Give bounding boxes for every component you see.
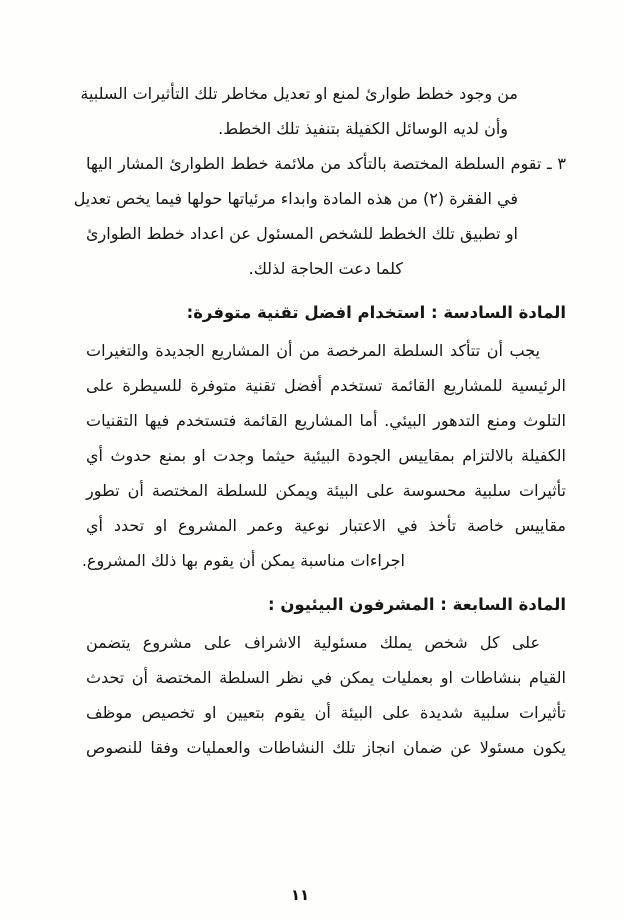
text-line: التلوث ومنع التدهور البيئي. أما المشاريع القائمة فتستخدم فيها التقنيات <box>86 411 566 430</box>
text-line: مقاييس خاصة تأخذ في الاعتبار نوعية وعمر المشروع او تحدد أي <box>86 516 566 535</box>
article-7-paragraph <box>86 625 566 765</box>
text-line: وأن لديه الوسائل الكفيلة بتنفيذ تلك الخطط. <box>218 119 508 138</box>
numbered-item-3 <box>73 146 566 286</box>
text-line: كلما دعت الحاجة لذلك. <box>248 259 403 278</box>
text-line: تأثيرات سلبية شديدة على البيئة أن يقوم بتعيين او تخصيص موظف <box>86 703 566 722</box>
text-line: الرئيسية للمشاريع القائمة تستخدم أفضل تقنية متوفرة للسيطرة على <box>86 376 566 395</box>
article-7-heading: المادة السابعة : المشرفون البيئيون : <box>267 595 566 614</box>
article-6-heading: المادة السادسة : استخدام افضل تقنية متوفرة: <box>186 303 566 322</box>
text-line: من وجود خطط طوارئ لمنع او تعديل مخاطر تلك التأثيرات السلبية <box>80 84 518 103</box>
text-line: او تطبيق تلك الخطط للشخص المسئول عن اعداد خطط الطوارئ <box>86 224 518 243</box>
text-line: ٣ ـ تقوم السلطة المختصة بالتأكد من ملائمة خطط الطوارئ المشار اليها <box>86 154 566 173</box>
text-line: الكفيلة بالالتزام بمقاييس الجودة البيئية حيثما وجدت او بمنع حدوث أي <box>86 446 566 465</box>
page-number: ١١ <box>290 886 310 904</box>
page-body <box>73 76 566 765</box>
article-6-paragraph <box>81 333 566 578</box>
text-line: يكون مسئولا عن ضمان انجاز تلك النشاطات والعمليات وفقا للنصوص <box>86 738 566 757</box>
text-line: تأثيرات سلبية محسوسة على البيئة ويمكن للسلطة المختصة أن تطور <box>86 481 566 500</box>
text-line: في الفقرة (٢) من هذه المادة وابداء مرئياتها حولها فيما يخص تعديل <box>73 189 518 208</box>
text-line: يجب أن تتأكد السلطة المرخصة من أن المشاريع الجديدة والتغيرات <box>86 341 540 360</box>
paragraph-continuation <box>80 76 566 146</box>
text-line: القيام بنشاطات او بعمليات يمكن في نظر السلطة المختصة أن تحدث <box>86 668 566 687</box>
text-line: اجراءات مناسبة يمكن أن يقوم بها ذلك المشروع. <box>81 551 405 570</box>
text-line: على كل شخص يملك مسئولية الاشراف على مشروع يتضمن <box>86 633 540 652</box>
